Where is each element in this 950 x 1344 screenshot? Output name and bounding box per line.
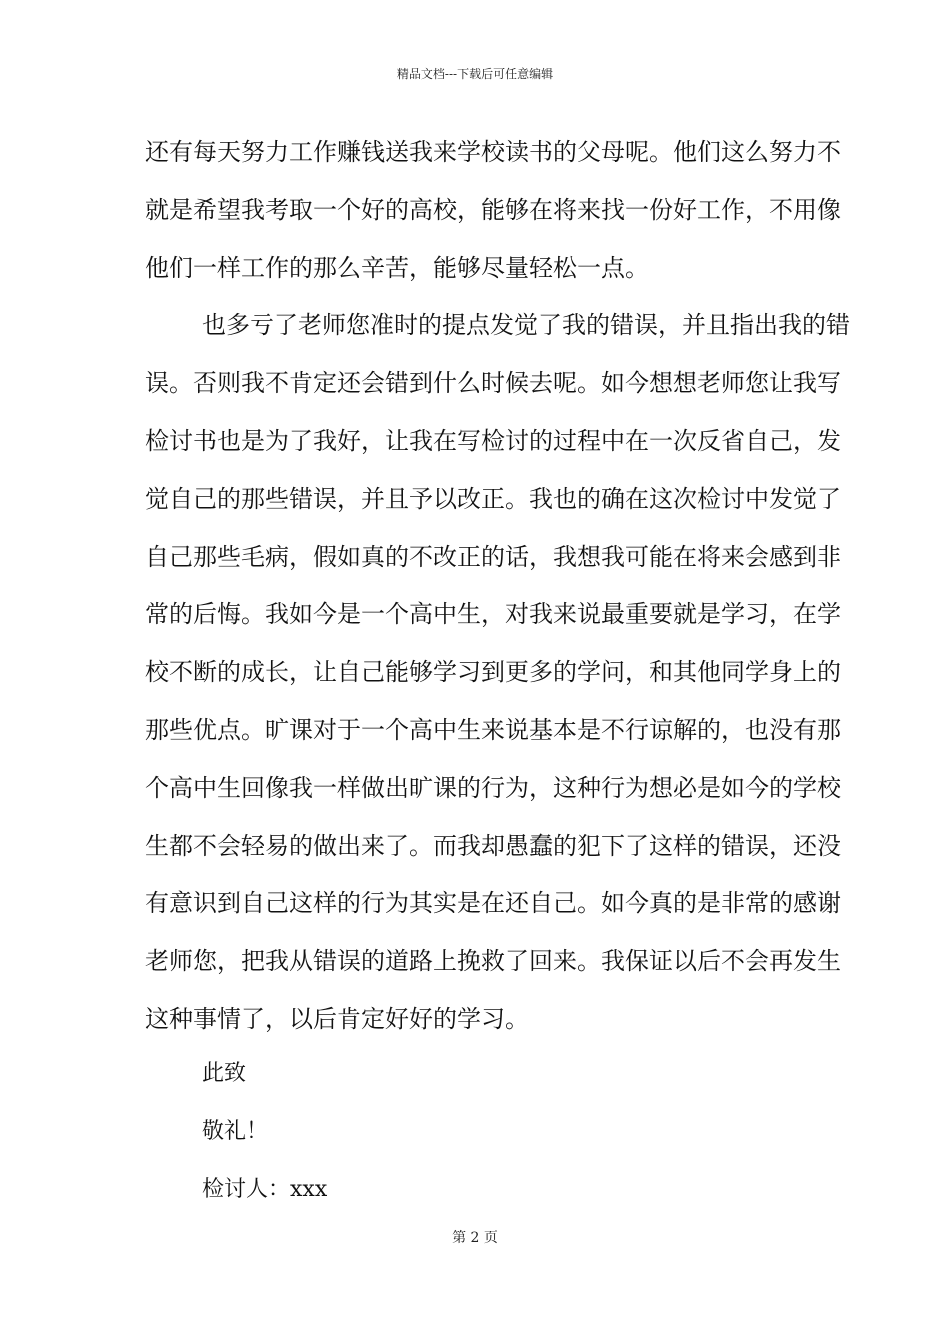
body-line: 这种事情了，以后肯定好好的学习。 xyxy=(145,1004,529,1033)
body-line: 检讨书也是为了我好，让我在写检讨的过程中在一次反省自己，发 xyxy=(145,426,841,455)
closing-salutation: 此致 xyxy=(202,1061,247,1086)
body-line: 误。否则我不肯定还会错到什么时候去呢。如今想想老师您让我写 xyxy=(145,369,841,398)
body-line: 有意识到自己这样的行为其实是在还自己。如今真的是非常的感谢 xyxy=(145,889,841,918)
body-line: 老师您，把我从错误的道路上挽救了回来。我保证以后不会再发生 xyxy=(145,947,841,976)
page-header: 精品文档---下载后可任意编辑 xyxy=(396,67,554,81)
body-line: 就是希望我考取一个好的高校，能够在将来找一份好工作，不用像 xyxy=(145,195,841,224)
closing-block xyxy=(202,1045,327,1219)
body-line: 校不断的成长，让自己能够学习到更多的学问，和其他同学身上的 xyxy=(145,658,841,687)
body-line: 他们一样工作的那么辛苦，能够尽量轻松一点。 xyxy=(145,253,649,282)
body-line: 那些优点。旷课对于一个高中生来说基本是不行谅解的，也没有那 xyxy=(145,715,841,744)
body-line: 也多亏了老师您准时的提点发觉了我的错误，并且指出我的错 xyxy=(202,311,850,340)
body-line: 生都不会轻易的做出来了。而我却愚蠢的犯下了这样的错误，还没 xyxy=(145,831,841,860)
body-line: 常的后悔。我如今是一个高中生，对我来说最重要就是学习，在学 xyxy=(145,600,841,629)
letter-body xyxy=(145,124,850,1049)
body-line: 觉自己的那些错误，并且予以改正。我也的确在这次检讨中发觉了 xyxy=(145,484,841,513)
body-line: 个高中生回像我一样做出旷课的行为，这种行为想必是如今的学校 xyxy=(145,773,841,802)
signature-line: 检讨人：xxx xyxy=(202,1177,328,1202)
closing-regards: 敬礼！ xyxy=(202,1119,269,1144)
body-line: 自己那些毛病，假如真的不改正的话，我想我可能在将来会感到非 xyxy=(145,542,841,571)
page-number: 第 2 页 xyxy=(452,1230,498,1246)
body-line: 还有每天努力工作赚钱送我来学校读书的父母呢。他们这么努力不 xyxy=(145,138,841,166)
